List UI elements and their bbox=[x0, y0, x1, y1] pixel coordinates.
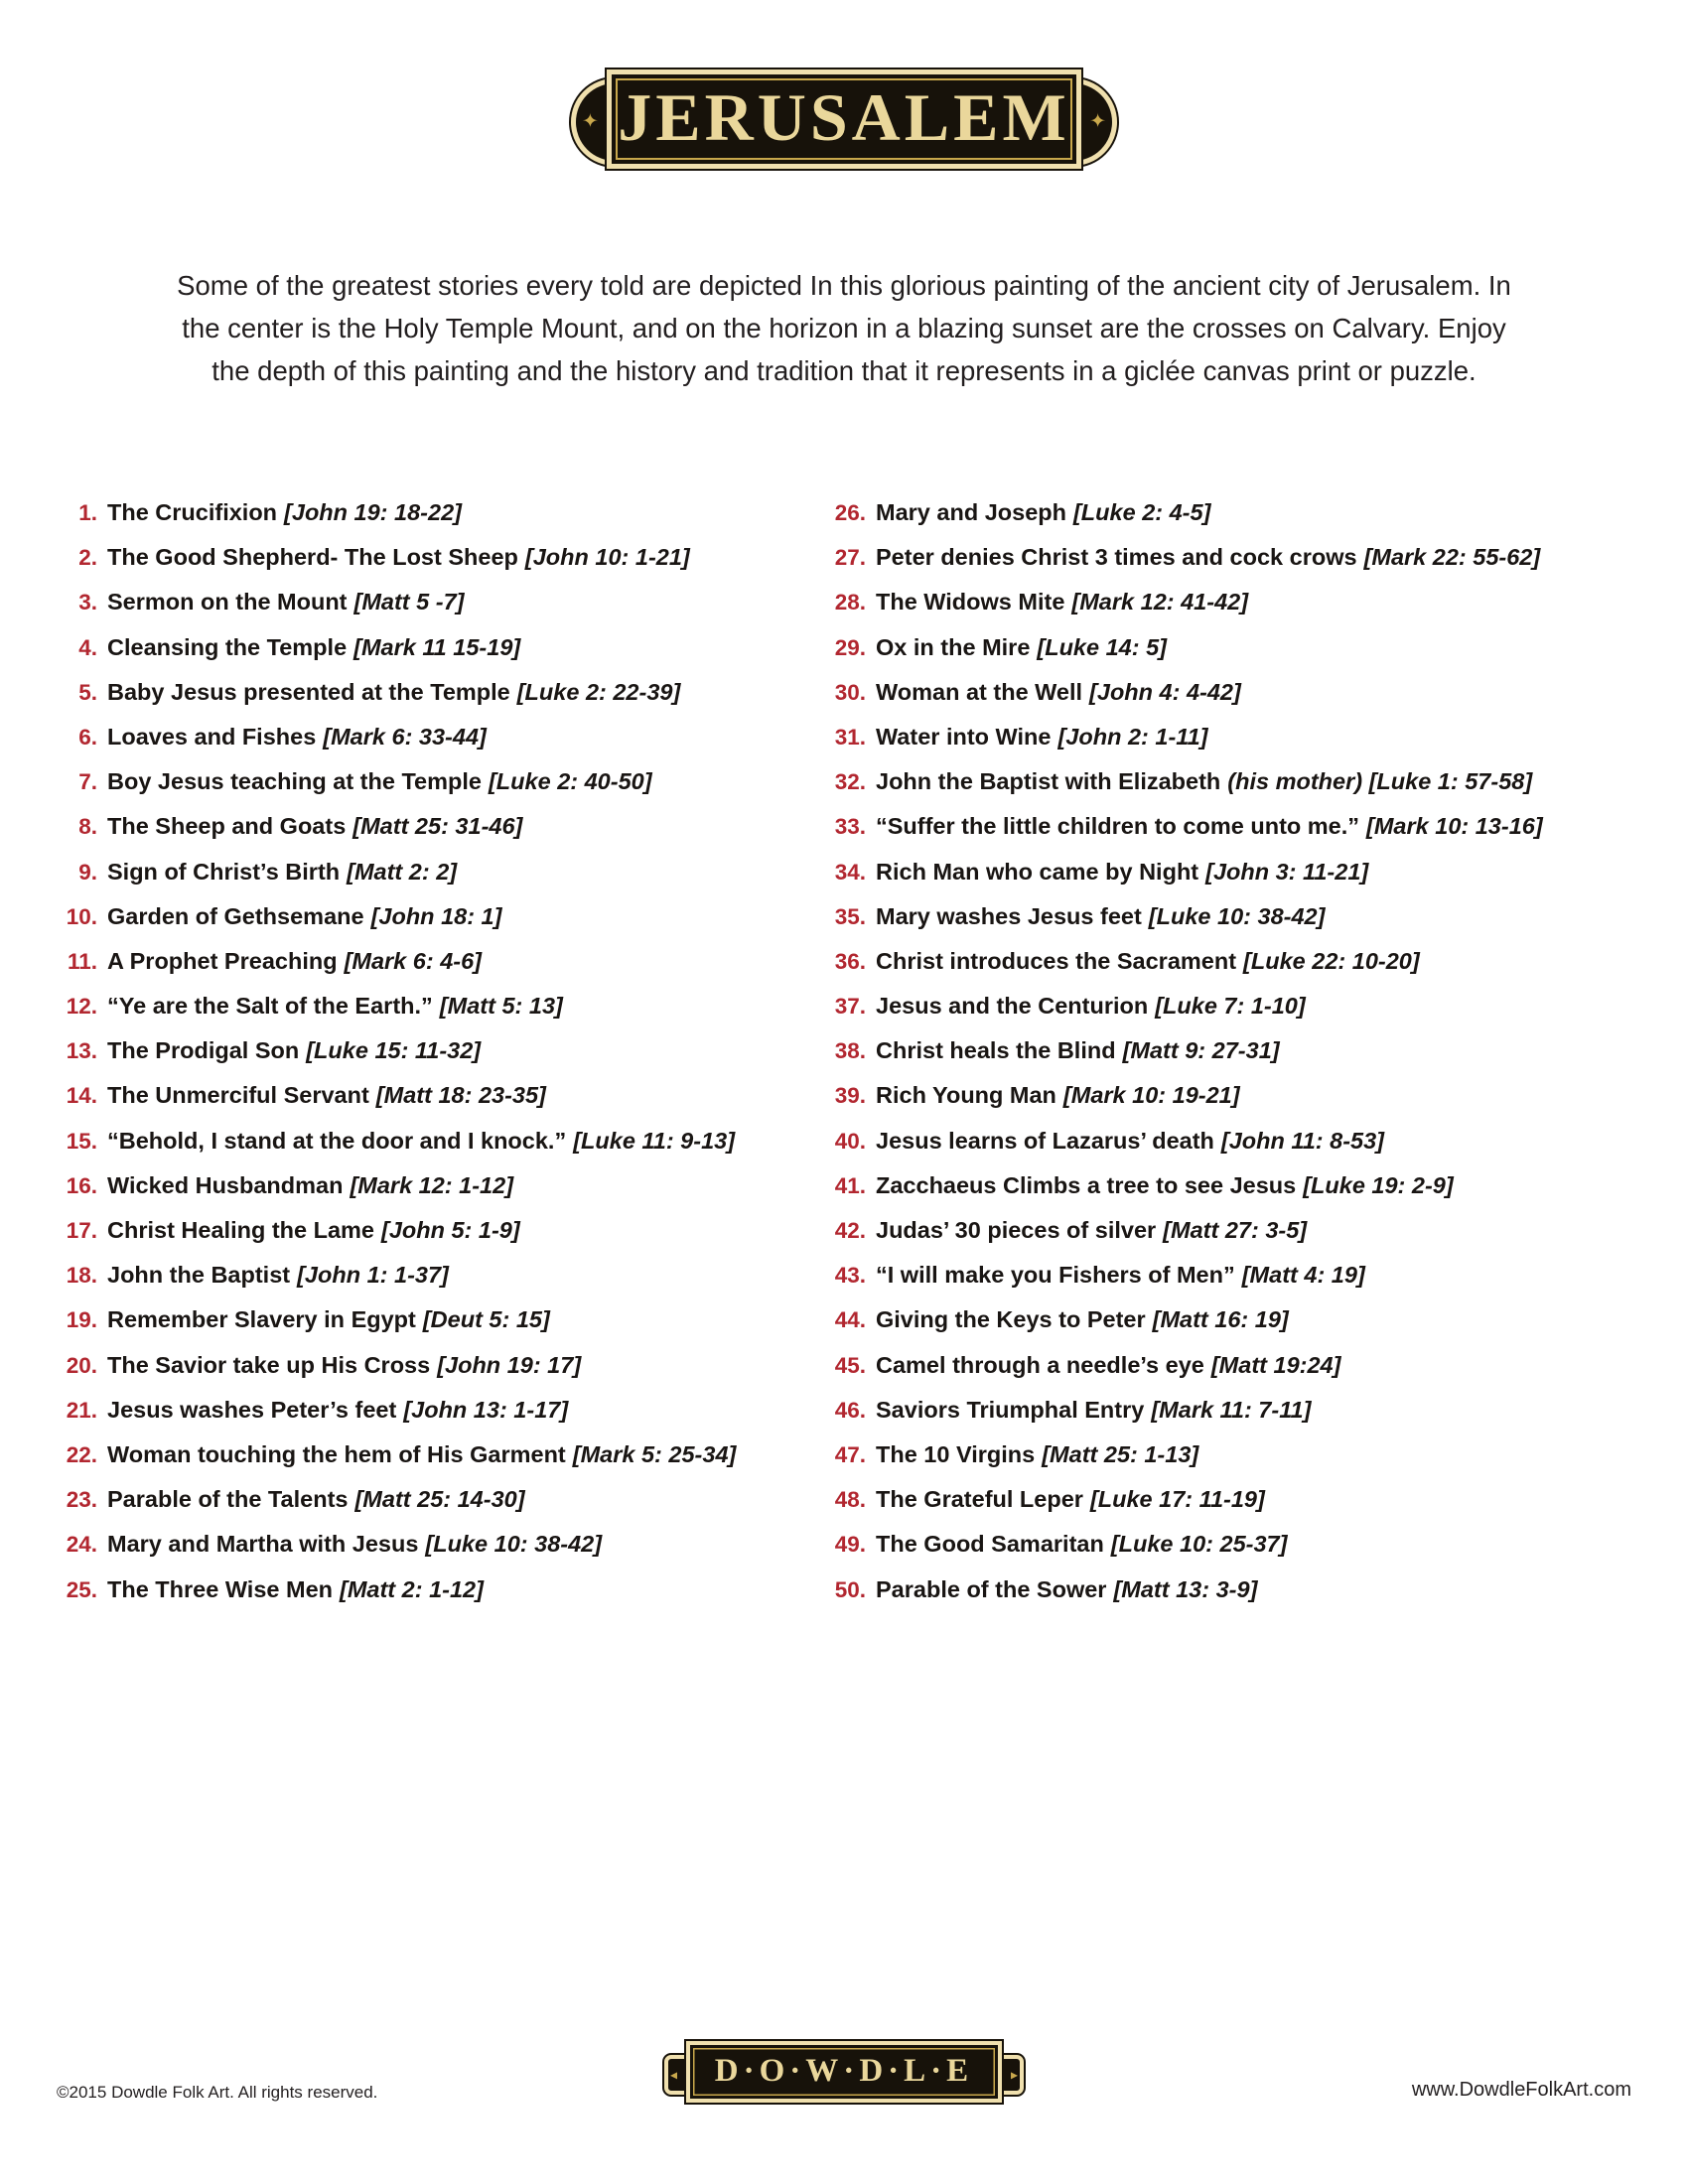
list-item bbox=[824, 1576, 1634, 1621]
list-item-reference: (his mother) [Luke 1: 57-58] bbox=[1227, 768, 1533, 795]
list-item-number: 25. bbox=[66, 1576, 97, 1602]
list-item-reference: [Matt 25: 14-30] bbox=[354, 1486, 525, 1513]
list-item-number: 30. bbox=[834, 679, 866, 705]
list-item-text bbox=[107, 768, 652, 795]
list-item-number: 18. bbox=[66, 1263, 97, 1289]
list-item bbox=[56, 1576, 780, 1621]
list-item-number: 23. bbox=[66, 1487, 97, 1513]
list-item-reference: [Luke 15: 11-32] bbox=[306, 1037, 482, 1064]
list-item-text bbox=[107, 859, 457, 886]
list-item-number: 38. bbox=[834, 1038, 866, 1064]
list-item bbox=[56, 1172, 780, 1217]
list-item-reference: [John 2: 1-11] bbox=[1057, 723, 1208, 750]
list-item-text bbox=[107, 903, 501, 930]
list-item-title: Zacchaeus Climbs a tree to see Jesus bbox=[876, 1171, 1297, 1198]
copyright-text: ©2015 Dowdle Folk Art. All rights reserved. bbox=[57, 2083, 378, 2102]
list-item-number: 41. bbox=[834, 1172, 866, 1198]
list-item-title: Rich Young Man bbox=[876, 1082, 1056, 1109]
list-item bbox=[56, 1262, 780, 1306]
list-item-title: Christ Healing the Lame bbox=[107, 1217, 374, 1243]
list-item bbox=[824, 1037, 1634, 1082]
list-item-title: The Prodigal Son bbox=[107, 1037, 300, 1064]
list-item-title: A Prophet Preaching bbox=[107, 947, 338, 974]
list-item bbox=[56, 499, 780, 544]
list-item-number: 31. bbox=[834, 724, 866, 750]
list-item bbox=[824, 1531, 1634, 1575]
fleur-ornament-icon: ✦ bbox=[582, 110, 599, 133]
list-item-title: Ox in the Mire bbox=[876, 633, 1031, 660]
list-item bbox=[824, 903, 1634, 948]
list-item-text bbox=[876, 499, 1210, 526]
list-item-text bbox=[876, 1037, 1280, 1064]
list-item bbox=[56, 634, 780, 679]
list-item-reference: [Matt 9: 27-31] bbox=[1122, 1037, 1280, 1064]
list-item-reference: [Luke 19: 2-9] bbox=[1303, 1171, 1454, 1198]
list-item-title: The Widows Mite bbox=[876, 589, 1065, 615]
list-item-number: 36. bbox=[834, 948, 866, 974]
list-item-reference: [Luke 22: 10-20] bbox=[1243, 947, 1420, 974]
list-item-reference: [Luke 11: 9-13] bbox=[573, 1127, 736, 1154]
list-item-reference: [John 13: 1-17] bbox=[403, 1396, 569, 1423]
list-item-number: 16. bbox=[66, 1172, 97, 1198]
list-item bbox=[824, 948, 1634, 993]
list-item-text bbox=[107, 679, 680, 706]
list-item bbox=[824, 1262, 1634, 1306]
list-item-number: 12. bbox=[66, 994, 97, 1020]
list-item-title: Woman at the Well bbox=[876, 678, 1083, 705]
list-item-number: 34. bbox=[834, 859, 866, 885]
list-item-reference: [Luke 2: 40-50] bbox=[488, 768, 652, 795]
list-item-number: 10. bbox=[66, 903, 97, 929]
list-item-number: 35. bbox=[834, 903, 866, 929]
list-item-text bbox=[107, 1128, 735, 1155]
list-item-reference: [Matt 18: 23-35] bbox=[375, 1082, 546, 1109]
list-item-reference: [Matt 13: 3-9] bbox=[1113, 1575, 1258, 1602]
intro-line: the depth of this painting and the history and tradition that it represents in a giclée canvas print or puzzle. bbox=[211, 355, 1477, 386]
list-item-title: Judas’ 30 pieces of silver bbox=[876, 1217, 1157, 1243]
list-item-title: The Unmerciful Servant bbox=[107, 1082, 369, 1109]
list-item bbox=[824, 993, 1634, 1037]
list-item-text bbox=[107, 948, 482, 975]
list-item-text bbox=[876, 1352, 1340, 1379]
story-list-right-column bbox=[824, 499, 1634, 1621]
list-item-reference: [Luke 7: 1-10] bbox=[1155, 993, 1306, 1020]
list-item-number: 47. bbox=[834, 1441, 866, 1467]
list-item-title: Cleansing the Temple bbox=[107, 633, 348, 660]
list-item-number: 27. bbox=[834, 545, 866, 571]
list-item-reference: [Matt 16: 19] bbox=[1152, 1306, 1289, 1333]
list-item-title: Loaves and Fishes bbox=[107, 723, 317, 750]
list-item-title: “Suffer the little children to come unto me.” bbox=[876, 813, 1360, 840]
list-item-reference: [Matt 4: 19] bbox=[1241, 1262, 1365, 1289]
list-item-reference: [Mark 10: 13-16] bbox=[1366, 813, 1543, 840]
intro-paragraph bbox=[0, 264, 1688, 392]
fleur-ornament-icon: ✦ bbox=[1089, 110, 1106, 133]
list-item-title: Woman touching the hem of His Garment bbox=[107, 1440, 566, 1467]
list-item-number: 42. bbox=[834, 1218, 866, 1243]
list-item-title: Water into Wine bbox=[876, 723, 1052, 750]
list-item-reference: [Matt 5 -7] bbox=[353, 589, 465, 615]
list-item-text bbox=[876, 813, 1543, 840]
list-item-number: 22. bbox=[66, 1441, 97, 1467]
list-item-text bbox=[107, 499, 462, 526]
list-item-reference: [Mark 10: 19-21] bbox=[1062, 1082, 1240, 1109]
list-item-number: 17. bbox=[66, 1218, 97, 1243]
list-item-text bbox=[107, 1217, 520, 1244]
list-item-text bbox=[107, 544, 690, 571]
list-item-text bbox=[876, 859, 1368, 886]
list-item-number: 50. bbox=[834, 1576, 866, 1602]
list-item-number: 46. bbox=[834, 1397, 866, 1423]
list-item-title: Peter denies Christ 3 times and cock crows bbox=[876, 544, 1357, 571]
list-item-title: Wicked Husbandman bbox=[107, 1171, 344, 1198]
list-item-title: The Good Shepherd- The Lost Sheep bbox=[107, 544, 518, 571]
list-item-number: 39. bbox=[834, 1083, 866, 1109]
list-item-text bbox=[876, 634, 1167, 661]
list-item bbox=[56, 679, 780, 724]
list-item-title: Mary and Joseph bbox=[876, 499, 1066, 525]
title-banner bbox=[582, 69, 1106, 169]
list-item-number: 15. bbox=[66, 1128, 97, 1154]
list-item-reference: [Mark 5: 25-34] bbox=[572, 1440, 737, 1467]
list-item-reference: [Luke 10: 25-37] bbox=[1110, 1531, 1288, 1558]
list-item-number: 19. bbox=[66, 1307, 97, 1333]
list-item-reference: [Luke 14: 5] bbox=[1037, 633, 1167, 660]
list-item bbox=[824, 499, 1634, 544]
list-item-reference: [Mark 6: 33-44] bbox=[323, 723, 487, 750]
list-item bbox=[56, 1441, 780, 1486]
list-item-number: 45. bbox=[834, 1352, 866, 1378]
list-item-number: 8. bbox=[78, 814, 97, 840]
list-item bbox=[56, 859, 780, 903]
list-item-number: 5. bbox=[78, 679, 97, 705]
list-item-reference: [Mark 11: 7-11] bbox=[1151, 1396, 1312, 1423]
intro-line: the center is the Holy Temple Mount, and on the horizon in a blazing sunset are the crosses on Calvary. Enjoy bbox=[182, 313, 1506, 343]
list-item bbox=[56, 813, 780, 858]
list-item-title: The Good Samaritan bbox=[876, 1531, 1104, 1558]
list-item-number: 48. bbox=[834, 1487, 866, 1513]
list-item-title: Camel through a needle’s eye bbox=[876, 1351, 1204, 1378]
list-item-reference: [Matt 2: 1-12] bbox=[340, 1575, 484, 1602]
list-item-reference: [Matt 2: 2] bbox=[347, 858, 458, 885]
list-item-number: 37. bbox=[834, 994, 866, 1020]
story-list-left-column bbox=[56, 499, 780, 1621]
list-item-text bbox=[876, 903, 1325, 930]
list-item-title: “Ye are the Salt of the Earth.” bbox=[107, 993, 433, 1020]
list-item-title: Rich Man who came by Night bbox=[876, 858, 1199, 885]
list-item bbox=[56, 1531, 780, 1575]
list-item bbox=[824, 768, 1634, 813]
list-item-number: 9. bbox=[78, 859, 97, 885]
list-item-number: 43. bbox=[834, 1263, 866, 1289]
list-item-title: John the Baptist bbox=[107, 1262, 291, 1289]
list-item-number: 26. bbox=[834, 500, 866, 525]
list-item-number: 33. bbox=[834, 814, 866, 840]
list-item bbox=[824, 1172, 1634, 1217]
logo-plaque bbox=[686, 2041, 1002, 2103]
list-item-title: Parable of the Talents bbox=[107, 1486, 349, 1513]
list-item-number: 32. bbox=[834, 769, 866, 795]
list-item-title: Saviors Triumphal Entry bbox=[876, 1396, 1145, 1423]
list-item-reference: [John 18: 1] bbox=[370, 902, 502, 929]
list-item-number: 44. bbox=[834, 1307, 866, 1333]
page-title: JERUSALEM bbox=[618, 78, 1070, 155]
list-item bbox=[56, 1217, 780, 1262]
list-item bbox=[56, 1306, 780, 1351]
list-item-text bbox=[876, 1306, 1289, 1333]
list-item bbox=[56, 768, 780, 813]
list-item-number: 2. bbox=[78, 545, 97, 571]
list-item bbox=[56, 1397, 780, 1441]
list-item-text bbox=[876, 1531, 1287, 1558]
list-item bbox=[56, 993, 780, 1037]
list-item-title: “Behold, I stand at the door and I knock.” bbox=[107, 1127, 567, 1154]
list-item-reference: [John 11: 8-53] bbox=[1220, 1127, 1384, 1154]
list-item-text bbox=[107, 724, 487, 751]
list-item-title: The 10 Virgins bbox=[876, 1440, 1036, 1467]
list-item-title: Mary washes Jesus feet bbox=[876, 902, 1142, 929]
list-item bbox=[824, 1397, 1634, 1441]
list-item-text bbox=[876, 1441, 1198, 1468]
list-item-number: 3. bbox=[78, 590, 97, 615]
list-item-reference: [John 19: 17] bbox=[437, 1351, 582, 1378]
list-item-text bbox=[876, 1082, 1240, 1109]
list-item-text bbox=[876, 1172, 1454, 1199]
list-item-text bbox=[107, 1531, 602, 1558]
list-item bbox=[56, 1128, 780, 1172]
list-item-title: The Sheep and Goats bbox=[107, 813, 347, 840]
list-item-text bbox=[876, 1128, 1384, 1155]
list-item-reference: [Luke 2: 22-39] bbox=[516, 678, 681, 705]
list-item bbox=[824, 1082, 1634, 1127]
list-item-reference: [John 5: 1-9] bbox=[381, 1217, 520, 1243]
list-item-reference: [Luke 10: 38-42] bbox=[425, 1531, 603, 1558]
list-item-text bbox=[876, 724, 1208, 751]
list-item-title: The Three Wise Men bbox=[107, 1575, 334, 1602]
list-item bbox=[824, 1352, 1634, 1397]
list-item-text bbox=[107, 1082, 546, 1109]
list-item-number: 4. bbox=[78, 634, 97, 660]
list-item-number: 49. bbox=[834, 1532, 866, 1558]
list-item bbox=[824, 544, 1634, 589]
list-item bbox=[824, 1128, 1634, 1172]
list-item-number: 14. bbox=[66, 1083, 97, 1109]
list-item-reference: [Matt 27: 3-5] bbox=[1163, 1217, 1308, 1243]
list-item-reference: [Luke 10: 38-42] bbox=[1148, 902, 1326, 929]
list-item bbox=[824, 634, 1634, 679]
list-item-text bbox=[876, 1262, 1365, 1289]
list-item-title: Sign of Christ’s Birth bbox=[107, 858, 341, 885]
list-item-title: Baby Jesus presented at the Temple bbox=[107, 678, 510, 705]
list-item-number: 28. bbox=[834, 590, 866, 615]
list-item-title: Sermon on the Mount bbox=[107, 589, 348, 615]
list-item-reference: [Matt 25: 31-46] bbox=[352, 813, 523, 840]
list-item-title: Garden of Gethsemane bbox=[107, 902, 364, 929]
list-item-title: Giving the Keys to Peter bbox=[876, 1306, 1146, 1333]
list-item-text bbox=[107, 1397, 568, 1424]
list-item-number: 29. bbox=[834, 634, 866, 660]
list-item-text bbox=[107, 1037, 481, 1064]
list-item-reference: [Matt 5: 13] bbox=[439, 993, 563, 1020]
list-item-text bbox=[876, 993, 1306, 1020]
banner-plaque bbox=[607, 69, 1081, 169]
list-item-text bbox=[876, 1576, 1257, 1603]
list-item bbox=[824, 724, 1634, 768]
intro-line: Some of the greatest stories every told are depicted In this glorious painting of the ancient city of Jerusalem. In bbox=[177, 270, 1511, 301]
list-item-number: 11. bbox=[67, 948, 97, 974]
list-item-reference: [Luke 17: 11-19] bbox=[1089, 1486, 1265, 1513]
list-item-reference: [John 1: 1-37] bbox=[297, 1262, 449, 1289]
list-item-reference: [John 19: 18-22] bbox=[284, 499, 462, 525]
dowdle-logo bbox=[670, 2041, 1018, 2103]
list-item bbox=[824, 1441, 1634, 1486]
list-item-text bbox=[107, 1352, 581, 1379]
list-item bbox=[56, 544, 780, 589]
list-item bbox=[824, 813, 1634, 858]
list-item-number: 6. bbox=[78, 724, 97, 750]
list-item-text bbox=[876, 1397, 1311, 1424]
list-item bbox=[824, 1486, 1634, 1531]
list-item-number: 7. bbox=[78, 769, 97, 795]
list-item bbox=[824, 859, 1634, 903]
list-item-text bbox=[107, 813, 522, 840]
list-item bbox=[56, 724, 780, 768]
list-item bbox=[56, 1082, 780, 1127]
arrow-right-ornament-icon: ▸ bbox=[1010, 2066, 1018, 2083]
list-item-text bbox=[876, 589, 1248, 615]
list-item-title: The Savior take up His Cross bbox=[107, 1351, 431, 1378]
list-item-number: 21. bbox=[66, 1397, 97, 1423]
list-item bbox=[56, 1486, 780, 1531]
logo-text: D·O·W·D·L·E bbox=[714, 2052, 974, 2089]
list-item-title: Jesus and the Centurion bbox=[876, 993, 1149, 1020]
list-item bbox=[824, 1217, 1634, 1262]
list-item bbox=[56, 948, 780, 993]
list-item-reference: [Mark 22: 55-62] bbox=[1363, 544, 1541, 571]
list-item-text bbox=[876, 1217, 1307, 1244]
list-item-title: John the Baptist with Elizabeth bbox=[876, 768, 1221, 795]
list-item-text bbox=[107, 634, 520, 661]
list-item-text bbox=[107, 993, 563, 1020]
list-item-reference: [Mark 6: 4-6] bbox=[344, 947, 482, 974]
list-item-reference: [John 4: 4-42] bbox=[1089, 678, 1241, 705]
list-item-title: Jesus washes Peter’s feet bbox=[107, 1396, 397, 1423]
list-item-title: Jesus learns of Lazarus’ death bbox=[876, 1127, 1214, 1154]
list-item-reference: [Mark 12: 41-42] bbox=[1071, 589, 1249, 615]
list-item-text bbox=[876, 768, 1532, 795]
list-item-reference: [John 3: 11-21] bbox=[1205, 858, 1369, 885]
list-item-text bbox=[107, 1576, 484, 1603]
list-item-number: 20. bbox=[66, 1352, 97, 1378]
list-item-number: 40. bbox=[834, 1128, 866, 1154]
list-item-reference: [Mark 12: 1-12] bbox=[350, 1171, 514, 1198]
list-item bbox=[824, 1306, 1634, 1351]
list-item-reference: [Mark 11 15-19] bbox=[353, 633, 521, 660]
list-item-text bbox=[107, 1441, 736, 1468]
list-item bbox=[56, 589, 780, 633]
list-item bbox=[56, 1352, 780, 1397]
list-item-title: Boy Jesus teaching at the Temple bbox=[107, 768, 482, 795]
list-item-reference: [Deut 5: 15] bbox=[422, 1306, 550, 1333]
list-item-text bbox=[876, 948, 1420, 975]
list-item bbox=[824, 589, 1634, 633]
list-item-text bbox=[107, 1262, 449, 1289]
website-text: www.DowdleFolkArt.com bbox=[1411, 2079, 1631, 2101]
list-item-text bbox=[876, 1486, 1265, 1513]
list-item-number: 24. bbox=[66, 1532, 97, 1558]
list-item-title: Christ introduces the Sacrament bbox=[876, 947, 1237, 974]
list-item-title: The Grateful Leper bbox=[876, 1486, 1083, 1513]
list-item-text bbox=[107, 1486, 525, 1513]
list-item-text bbox=[876, 679, 1241, 706]
list-item-reference: [Matt 19:24] bbox=[1210, 1351, 1341, 1378]
list-item bbox=[56, 903, 780, 948]
list-item-text bbox=[107, 1172, 513, 1199]
list-item-reference: [John 10: 1-21] bbox=[524, 544, 690, 571]
arrow-left-ornament-icon: ◂ bbox=[670, 2066, 678, 2083]
list-item-title: “I will make you Fishers of Men” bbox=[876, 1262, 1235, 1289]
list-item-title: Mary and Martha with Jesus bbox=[107, 1531, 419, 1558]
list-item-number: 1. bbox=[78, 500, 97, 525]
list-item bbox=[56, 1037, 780, 1082]
list-item-text bbox=[107, 1306, 550, 1333]
list-item-title: Remember Slavery in Egypt bbox=[107, 1306, 416, 1333]
list-item bbox=[824, 679, 1634, 724]
list-item-text bbox=[107, 589, 465, 615]
list-item-reference: [Matt 25: 1-13] bbox=[1042, 1440, 1199, 1467]
list-item-text bbox=[876, 544, 1540, 571]
list-item-number: 13. bbox=[66, 1038, 97, 1064]
list-item-title: Parable of the Sower bbox=[876, 1575, 1107, 1602]
list-item-title: Christ heals the Blind bbox=[876, 1037, 1116, 1064]
list-item-reference: [Luke 2: 4-5] bbox=[1072, 499, 1211, 525]
list-item-title: The Crucifixion bbox=[107, 499, 278, 525]
